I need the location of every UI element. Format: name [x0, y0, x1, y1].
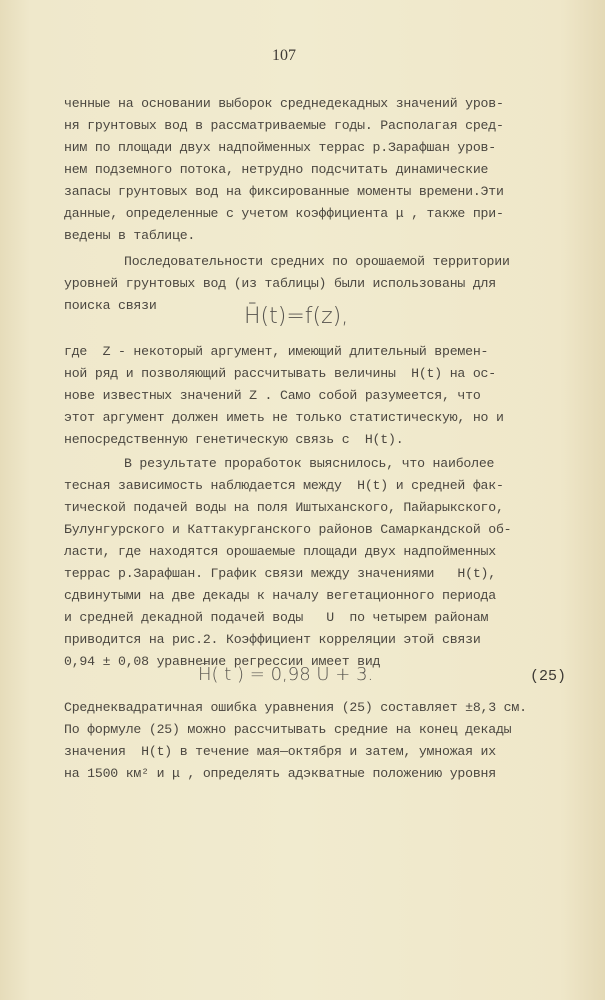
page-number: 107	[272, 47, 296, 64]
text-line: тической подачей воды на поля Иштыханского, Пайарыкского,	[64, 500, 504, 515]
text-line: тесная зависимость наблюдается между H(t) и средней фак-	[64, 478, 504, 493]
text-line: на 1500 км² и μ , определять адэкватные положению уровня	[64, 766, 496, 781]
text-line: нове известных значений Z . Само собой разумеется, что	[64, 388, 481, 403]
text-line: запасы грунтовых вод на фиксированные моменты времени.Эти	[64, 184, 504, 199]
formula-25: H̄( t ) = 0,98 U + 3.	[198, 664, 374, 685]
text-line: значения H(t) в течение мая—октября и затем, умножая их	[64, 744, 496, 759]
text-line: сдвинутыми на две декады к началу вегетационного периода	[64, 588, 496, 603]
equation-number: (25)	[530, 668, 567, 685]
text-line: В результате проработок выяснилось, что наиболее	[124, 456, 495, 471]
text-line: и средней декадной подачей воды U по четырем районам	[64, 610, 489, 625]
text-line: Булунгурского и Каттакурганского районов Самаркандской об-	[64, 522, 512, 537]
text-line: непосредственную генетическую связь с H(t).	[64, 432, 404, 447]
text-line: уровней грунтовых вод (из таблицы) были использованы для	[64, 276, 496, 291]
text-line: ведены в таблице.	[64, 228, 196, 243]
text-line: 0,94 ± 0,08 уравнение регрессии имеет вид	[64, 654, 381, 669]
text-line: приводится на рис.2. Коэффициент корреляции этой связи	[64, 632, 481, 647]
text-line: Последовательности средних по орошаемой территории	[124, 254, 510, 269]
text-line: ня грунтовых вод в рассматриваемые годы. Располагая сред-	[64, 118, 504, 133]
text-line: ченные на основании выборок среднедекадных значений уров-	[64, 96, 504, 111]
formula-1: H̄(t)=f(z),	[244, 304, 349, 329]
text-line: Среднеквадратичная ошибка уравнения (25) составляет ±8,3 см.	[64, 700, 527, 715]
text-line: По формуле (25) можно рассчитывать средние на конец декады	[64, 722, 512, 737]
text-line: ласти, где находятся орошаемые площади двух надпойменных	[64, 544, 496, 559]
text-line: нем подземного потока, нетрудно подсчитать динамические	[64, 162, 489, 177]
text-line: данные, определенные с учетом коэффициента μ , также при-	[64, 206, 504, 221]
text-line: террас р.Зарафшан. График связи между значениями H(t),	[64, 566, 496, 581]
text-line: ной ряд и позволяющий рассчитывать величины H(t) на ос-	[64, 366, 496, 381]
text-line: ним по площади двух надпойменных террас р.Зарафшан уров-	[64, 140, 496, 155]
text-line: этот аргумент должен иметь не только статистическую, но и	[64, 410, 504, 425]
text-line: поиска связи	[64, 298, 157, 313]
text-line: где Z - некоторый аргумент, имеющий длительный времен-	[64, 344, 489, 359]
